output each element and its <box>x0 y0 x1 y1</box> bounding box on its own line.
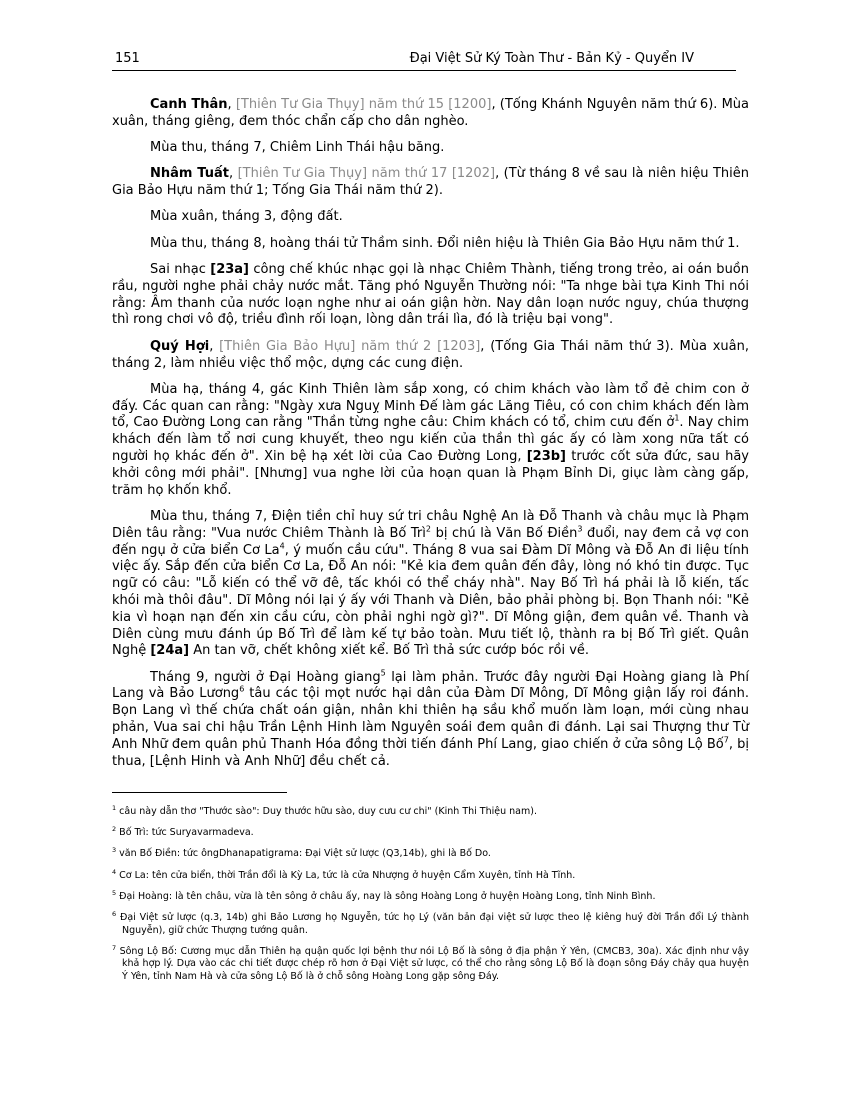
paragraph-text: , (Tống Gia Thái năm thứ 3). Mùa xuân, tháng 2, làm nhiều việc thổ mộc, dựng các cung điện. <box>112 338 749 371</box>
footnote-ref[interactable]: 3 <box>577 524 583 534</box>
paragraph-text: đuổi, nay đem cả vợ con đến ngụ ở cửa biển Cơ La <box>112 525 750 558</box>
paragraph-text: tâu các tội mọt nước hại dân của Đàm Dĩ Mông, Dĩ Mông giận lấy roi đánh. Bọn Lang vì thế chứa chất oán giận, nhân khi thiên hạ sầu khổ muốn làm loạn, mới cùng nhau phản, Vua sai chi hậu Trần Lệnh Hinh làm Nguyên soái đem quân đi đánh. Lại sai Thượng thư Từ Anh Nhữ đem quân phủ Thanh Hóa đồng thời tiến đánh Phí Lang, giao chiến ở cửa sông Lộ Bố <box>112 686 749 752</box>
paragraph-4: Mùa xuân, tháng 3, động đất. <box>150 209 343 225</box>
paragraph-text: bị chú là Văn Bố Điền <box>431 525 578 541</box>
footnote-ref[interactable]: 4 <box>279 541 285 551</box>
paragraph-text: công chế khúc nhạc gọi là nhạc Chiêm Thành, tiếng trong trẻo, ai oán buồn rầu, người nghe phải chảy nước mắt. Tăng phó Nguyễn Thường nói: "Ta nhge bài tựa Kinh Thi nói rằng: Âm thanh của nước loạn nghe như ai oán giận hờn. Nay dân loạn nước nguy, chúa thượng thì rong chơi vô độ, triều đình rối loạn, lòng dân trái lìa, đó là triệu bại vong". <box>112 262 749 328</box>
folio-marker: [24a] <box>150 643 190 659</box>
paragraph-3 <box>112 166 749 200</box>
footnote-4 <box>112 867 749 883</box>
era-note: [Thiên Tư Gia Thụy] năm thứ 15 [1200] <box>235 97 492 112</box>
footnote-number: 2 <box>112 825 117 834</box>
paragraph-text: , ý muốn cầu cứu". Tháng 8 vua sai Đàm Dĩ Mông và Đỗ An đi liệu tính việc ấy. Sắp đến cửa biển Cơ La, Đỗ An nói: "Kẻ kia đem quân đến đây, lòng nó khó tin được. Tục ngữ có câu: "Lỗ kiến có thể vỡ đê, tấc khói có thể cháy nhà". Nay Bố Trì há phải là lỗ kiến, tấc khói mà thôi đâu". Dĩ Mông nói lại ý ấy với Thanh và Diên, bảo phải phòng bị. Bọn Thanh nói: "Kẻ kia vì hoạn nạn đến xin cầu cứu, còn phải nghi ngờ gì?". Dĩ Mông giận, đem quân về. Thanh và Diên cùng mưu đánh úp Bố Trì để làm kế tự bảo toàn. Mưu tiết lộ, thành ra bị Bố Trì giết. Quân Nghệ <box>112 542 749 659</box>
separator: , <box>228 166 238 182</box>
paragraph-text: , bị thua, [Lệnh Hinh và Anh Nhữ] đều chết cả. <box>112 736 749 769</box>
separator: , <box>209 338 220 354</box>
footnote-text: Đại Việt sử lược (q.3, 14b) ghi Bảo Lương họ Nguyễn, tức họ Lý (văn bản đại việt sử lược theo lệ kiêng huý đời Trần đổi Lý thành Nguyễn), giữ chức Thượng tướng quân. <box>119 911 749 936</box>
paragraph-text: lại làm phản. Trước đây người Đại Hoàng giang là Phí Lang và Bảo Lương <box>112 669 749 702</box>
folio-marker: [23a] <box>210 262 249 278</box>
footnote-number: 3 <box>112 846 117 855</box>
footnote-ref[interactable]: 6 <box>239 685 245 695</box>
paragraph-5: Mùa thu, tháng 8, hoàng thái tử Thầm sinh. Đổi niên hiệu là Thiên Gia Bảo Hựu năm thứ 1. <box>150 235 740 251</box>
paragraph-text: Sai nhạc <box>150 262 211 278</box>
page-number: 151 <box>115 51 140 66</box>
paragraph-text: , (Từ tháng 8 về sau là niên hiệu Thiên Gia Bảo Hựu năm thứ 1; Tống Gia Thái năm thứ 2). <box>112 166 750 199</box>
paragraph-7 <box>112 339 749 373</box>
footnote-text: Sông Lộ Bố: Cương mục dẫn Thiên hạ quận quốc lợi bệnh thư nói Lộ Bố là sông ở địa phận Ý Yên, (CMCB3, 30a). Xác định như vậy khả hợp lý. Dựa vào các chi tiết được chép rõ hơn ở Đại Việt sử lược, có thể cho rằng sông Lộ Bố là đoạn sông Đáy chảy qua huyện Ý Yên, tỉnh Nam Hà và cửa sông Lộ Bố là ở chỗ sông Hoàng Long gặp sông Đáy. <box>119 945 749 982</box>
footnote-3 <box>112 848 749 861</box>
paragraph-10 <box>112 670 749 771</box>
header-rule <box>112 70 736 71</box>
footnote-number: 5 <box>112 888 117 897</box>
era-note: [Thiên Tư Gia Thụy] năm thứ 17 [1202] <box>237 166 496 182</box>
footnote-text: văn Bố Điền: tức ôngDhanapatigrama: Đại Việt sử lược (Q3,14b), ghi là Bố Do. <box>119 848 491 860</box>
footnote-1 <box>112 803 749 819</box>
footnote-number: 7 <box>112 943 117 952</box>
footnote-6 <box>112 909 749 937</box>
footnotes <box>112 803 749 992</box>
paragraph-6 <box>112 262 749 329</box>
page-header <box>112 48 736 70</box>
footnote-separator <box>112 792 287 793</box>
paragraph-2: Mùa thu, tháng 7, Chiêm Linh Thái hậu băng. <box>150 140 445 156</box>
separator: , <box>227 97 236 112</box>
footnote-5 <box>112 888 749 904</box>
year-heading: Nhâm Tuất <box>150 166 229 182</box>
era-note: [Thiên Gia Bảo Hựu] năm thứ 2 [1203] <box>219 338 481 354</box>
footnote-ref[interactable]: 5 <box>380 668 386 678</box>
paragraph-9 <box>112 509 749 660</box>
paragraph-text: , (Tống Khánh Nguyên năm thứ 6). Mùa xuân, tháng giêng, đem thóc chẩn cấp cho dân nghèo. <box>112 97 749 129</box>
footnote-number: 1 <box>112 803 117 812</box>
footnote-text: Đại Hoàng: là tên châu, vừa là tên sông ở châu ấy, nay là sông Hoàng Long ở huyện Hoàng Long, tỉnh Ninh Bình. <box>119 890 656 902</box>
footnote-text: Cơ La: tên cửa biển, thời Trần đổi là Kỳ La, tức là cửa Nhượng ở huyện Cẩm Xuyên, tỉnh Hà Tĩnh. <box>119 869 576 881</box>
footnote-number: 4 <box>112 867 117 876</box>
footnote-text: Bố Trì: tức Suryavarmadeva. <box>119 827 254 839</box>
paragraph-text: trước cốt sửa đức, sau hãy khởi công mới phải". [Nhưng] vua nghe lời của hoạn quan là Phạm Bỉnh Di, giục làm càng gấp, trăm họ khốn khổ. <box>112 449 749 498</box>
paragraph-text: . Nay chim khách đến làm tổ nơi cung khuyết, theo ngu kiến của thần thì gác ấy có làm xong nữa tất có người họ khác đến ở". Xin bệ hạ xét lời của Cao Đường Long, <box>112 415 749 465</box>
folio-marker: [23b] <box>526 449 566 465</box>
paragraph-text: Mùa thu, tháng 7, Điện tiền chỉ huy sứ tri châu Nghệ An là Đỗ Thanh và châu mục là Phạm Diên tâu rằng: "Vua nước Chiêm Thành là Bố Trì <box>112 508 749 541</box>
paragraph-text: Tháng 9, người ở Đại Hoàng giang <box>150 669 381 685</box>
footnote-7 <box>112 943 749 984</box>
footnote-2 <box>112 827 749 840</box>
paragraph-1 <box>112 97 749 131</box>
paragraph-text: An tan vỡ, chết không xiết kể. Bố Trì thả sức cướp bóc rồi về. <box>189 643 590 659</box>
year-heading: Quý Hợi <box>150 338 210 354</box>
footnote-number: 6 <box>112 909 117 918</box>
footnote-ref[interactable]: 2 <box>425 524 431 534</box>
running-title: Đại Việt Sử Ký Toàn Thư - Bản Kỷ - Quyển IV <box>409 51 694 66</box>
paragraph-8 <box>112 382 749 500</box>
footnote-text: câu này dẫn thơ "Thước sào": Duy thước hữu sào, duy cưu cư chi" (Kinh Thi Thiệu nam). <box>119 806 537 817</box>
paragraph-text: Mùa hạ, tháng 4, gác Kinh Thiên làm sắp xong, có chim khách vào làm tổ đẻ chim con ở đấy. Các quan can rằng: "Ngày xưa Nguỵ Minh Đế làm gác Lăng Tiêu, có con chim khách đến làm tổ, Cao Đường Long can rằng "Thần từng nghe câu: Chim khách có tổ, chim cưu đến ở <box>112 381 749 431</box>
footnote-ref[interactable]: 7 <box>723 735 729 745</box>
main-text <box>112 97 749 780</box>
year-heading: Canh Thân <box>150 97 228 112</box>
footnote-ref[interactable]: 1 <box>674 414 680 424</box>
